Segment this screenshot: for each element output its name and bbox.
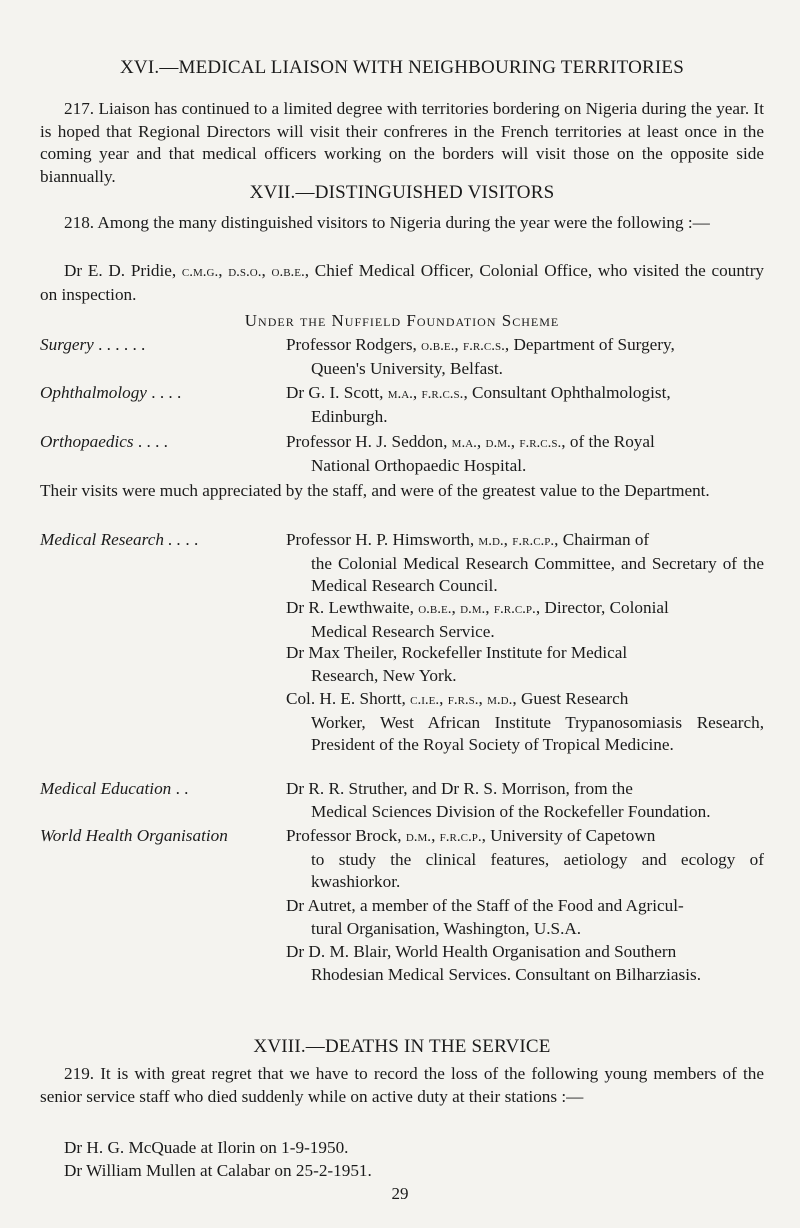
surgery-label: Surgery . . . . . . <box>40 335 146 354</box>
medical-research-label: Medical Research . . . . <box>40 530 199 549</box>
struther-morrison-entry: Dr R. R. Struther, and Dr R. S. Morrison, from the Medical Sciences Division of the Rockefeller Foundation. <box>286 779 711 821</box>
paragraph-219: 219. It is with great regret that we have to record the loss of the following young members of the senior service staff who died suddenly while on active duty at their stations :— <box>40 1064 764 1106</box>
medical-education-label: Medical Education . . <box>40 779 189 798</box>
death-entry-mullen: Dr William Mullen at Calabar on 25-2-1951. <box>64 1161 372 1180</box>
shortt-entry: Col. H. E. Shortt, c.i.e., f.r.s., m.d., Guest Research Worker, West African Institute Trypanosomiasis Research, President of the Royal Society of Tropical Medicine. <box>286 689 764 754</box>
surgery-visitor: Professor Rodgers, o.b.e., f.r.c.s., Department of Surgery, Queen's University, Belfast. <box>286 335 675 378</box>
page-number: 29 <box>391 1184 409 1203</box>
who-label: World Health Organisation <box>40 826 228 845</box>
section-heading-xvi: XVI.—MEDICAL LIAISON WITH NEIGHBOURING TERRITORIES <box>120 57 684 78</box>
himsworth-entry: Professor H. P. Himsworth, m.d., f.r.c.p., Chairman of the Colonial Medical Research Committee, and Secretary of the Medical Research Council. <box>286 530 764 595</box>
ophthalmology-label: Ophthalmology . . . . <box>40 383 182 402</box>
brock-entry: Professor Brock, d.m., f.r.c.p., University of Capetown to study the clinical features, aetiology and ecology of kwashiorkor. <box>286 826 764 891</box>
ophthalmology-visitor: Dr G. I. Scott, m.a., f.r.c.s., Consultant Ophthalmologist, Edinburgh. <box>286 383 671 426</box>
appreciation-paragraph: Their visits were much appreciated by the staff, and were of the greatest value to the Department. <box>40 481 710 500</box>
orthopaedics-label: Orthopaedics . . . . <box>40 432 168 451</box>
theiler-entry: Dr Max Theiler, Rockefeller Institute for Medical Research, New York. <box>286 643 628 685</box>
pridie-entry: Dr E. D. Pridie, c.m.g., d.s.o., o.b.e., Chief Medical Officer, Colonial Office, who visited the country on inspection. <box>40 261 765 304</box>
paragraph-217: 217. Liaison has continued to a limited degree with territories bordering on Nigeria during the year. It is hoped that Regional Directors will visit their confreres in the French territories at least once in the coming year and that medical officers working on the borders will visit those on the opposite side biannually. <box>40 99 764 186</box>
autret-entry: Dr Autret, a member of the Staff of the Food and Agricul- tural Organisation, Washington, U.S.A. <box>286 896 684 938</box>
lewthwaite-entry: Dr R. Lewthwaite, o.b.e., d.m., f.r.c.p., Director, Colonial Medical Research Service. <box>286 598 669 641</box>
section-heading-xvii: XVII.—DISTINGUISHED VISITORS <box>249 182 555 203</box>
death-entry-mcquade: Dr H. G. McQuade at Ilorin on 1-9-1950. <box>64 1138 349 1157</box>
nuffield-subheading: Under the Nuffield Foundation Scheme <box>244 311 560 330</box>
blair-entry: Dr D. M. Blair, World Health Organisation and Southern Rhodesian Medical Services. Consultant on Bilharziasis. <box>286 942 701 984</box>
section-heading-xviii: XVIII.—DEATHS IN THE SERVICE <box>253 1036 551 1057</box>
paragraph-218: 218. Among the many distinguished visitors to Nigeria during the year were the following :— <box>64 213 710 232</box>
orthopaedics-visitor: Professor H. J. Seddon, m.a., d.m., f.r.c.s., of the Royal National Orthopaedic Hospital. <box>286 432 655 475</box>
